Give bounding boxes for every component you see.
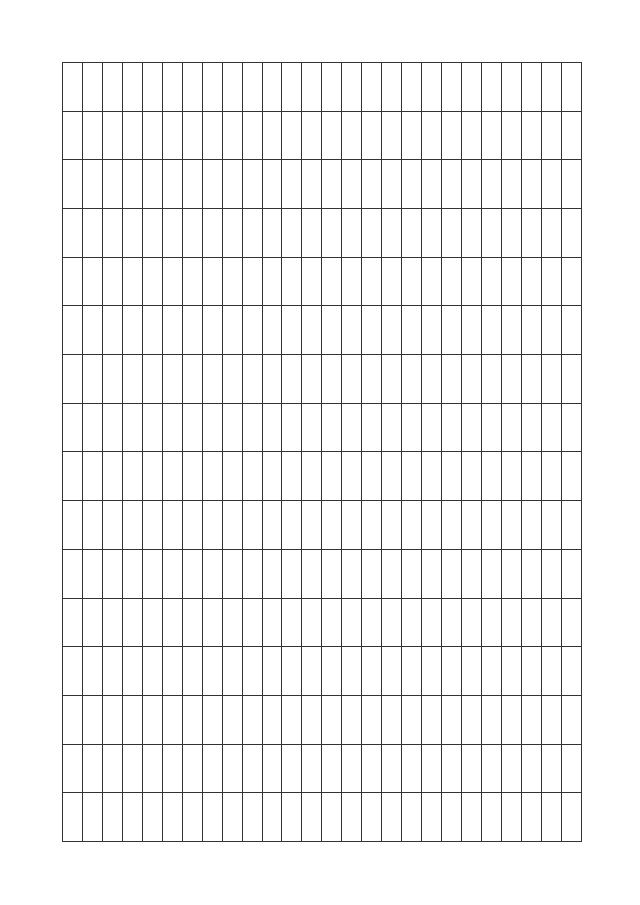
table-row [202, 63, 222, 842]
table-row [142, 63, 162, 842]
rotated-table-container [62, 62, 582, 842]
table-row [402, 63, 422, 842]
table-row [302, 63, 322, 842]
table-row [422, 63, 442, 842]
table-row [342, 63, 362, 842]
table-row [242, 63, 262, 842]
table-row [442, 63, 462, 842]
table-row [182, 63, 202, 842]
table-row [541, 63, 561, 842]
table-row [102, 63, 122, 842]
table-row [63, 63, 83, 842]
table-row [501, 63, 521, 842]
table-row [362, 63, 382, 842]
table-row [282, 63, 302, 842]
table-row [122, 63, 142, 842]
table-row [322, 63, 342, 842]
table-row [462, 63, 482, 842]
table-row [162, 63, 182, 842]
table-row [561, 63, 581, 842]
table-row [382, 63, 402, 842]
table-row [222, 63, 242, 842]
table-row [262, 63, 282, 842]
table-row [82, 63, 102, 842]
table-row [521, 63, 541, 842]
table-row [482, 63, 502, 842]
data-table [62, 62, 582, 842]
